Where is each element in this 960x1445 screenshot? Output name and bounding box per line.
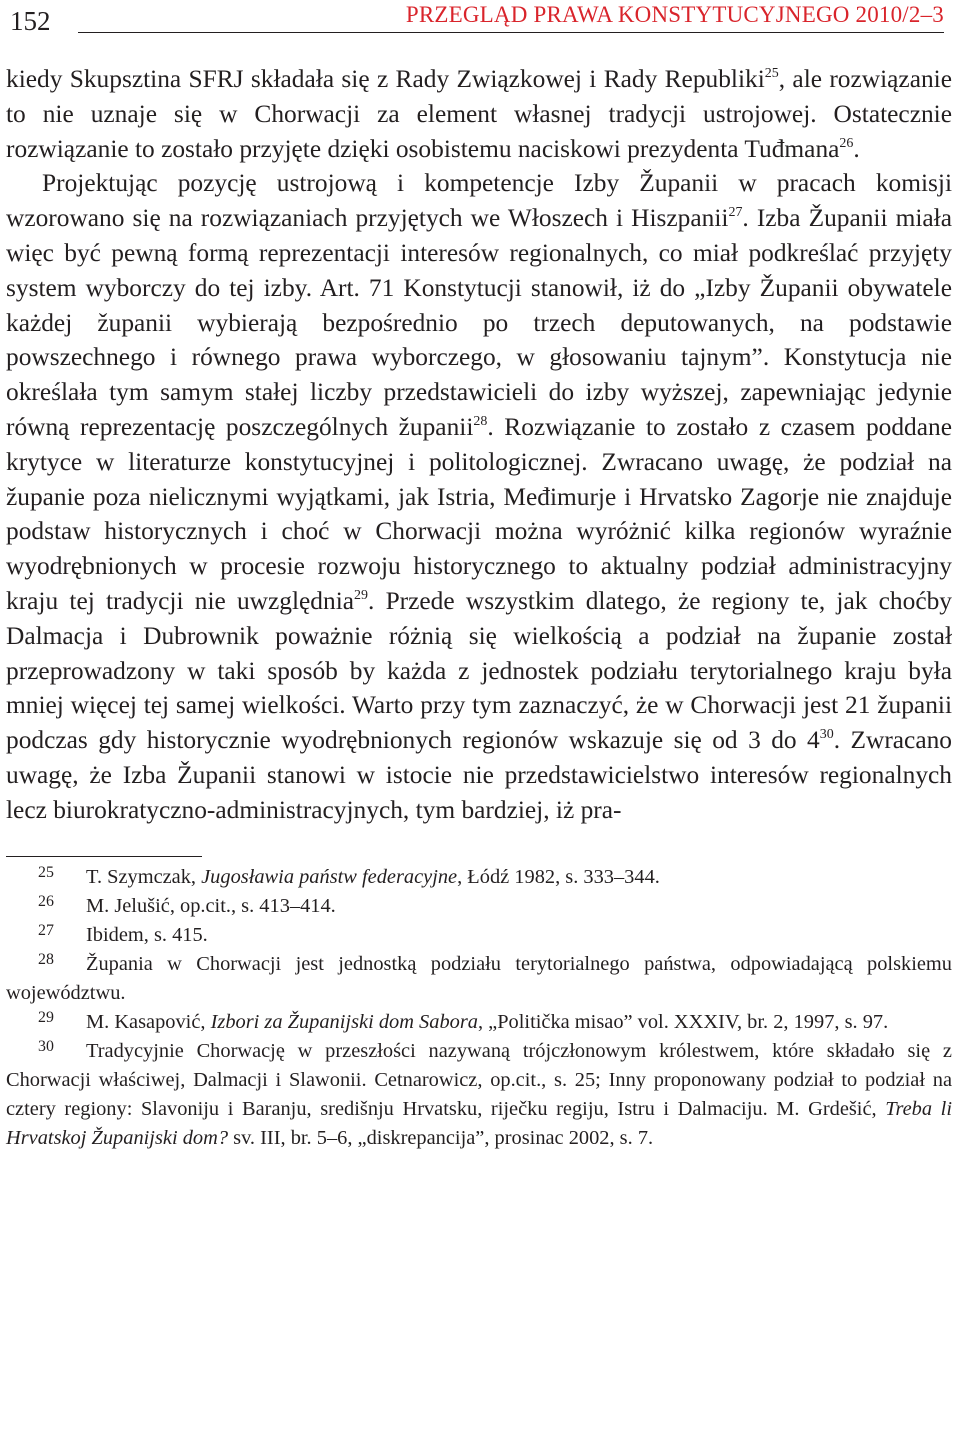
footnote-30: 30 Tradycyjnie Chorwację w przeszłości nazywaną trójczłonowym królestwem, które składało się z Chorwacji właściwej, Dalmacji i Slawonii. Cetnarowicz, op.cit., s. 25; Inny proponowany podział to podział na cztery regiony: Slavoniju i Baranju, središnju Hrvatsku, riječku regiju, Istru i Dalmaciju. M. Grdešić, Treba li Hrvatskoj Županijski dom? sv. III, br. 5–6, „diskrepancija”, prosinac 2002, s. 7. xyxy=(6,1037,953,1149)
text-run: , ale rozwiązanie to nie uznaje się w Chorwacji za element własnej tradycji ustrojowej. Ostatecznie rozwiązanie to zostało przyjęte dzięki osobistemu naciskowi prezydenta Tuđmana xyxy=(6,65,952,163)
footnote-text: Ibidem, s. 415. xyxy=(86,923,208,946)
footnote-text: , „Politička misao” vol. XXXIV, br. 2, 1997, s. 97. xyxy=(477,1010,889,1033)
text-run: . Przede wszystkim dlatego, że regiony te, jak choćby Dalmacja i Dubrownik poważnie różnią się wielkością a podział na županie został przeprowadzony w taki sposób by każda z jednostek podziału terytorialnego kraju była mniej więcej tej samej wielkości. Warto przy tym zaznaczyć, że w Chorwacji jest 21 županii podczas gdy historycznie wyodrębnionych regionów wskazuje się od 3 do 4 xyxy=(6,586,952,755)
footnote-text: M. Kasapović, xyxy=(86,1010,211,1033)
footnote-text: M. Jelušić, op.cit., s. 413–414. xyxy=(86,894,336,917)
footnote-text: sv. III, br. 5–6, „diskrepancija”, prosinac 2002, s. 7. xyxy=(228,1126,654,1149)
header-rule xyxy=(78,32,944,33)
footnote-text: Tradycyjnie Chorwację w przeszłości nazywaną trójczłonowym królestwem, które składało się z Chorwacji właściwej, Dalmacji i Slawonii. Cetnarowicz, op.cit., s. 25; Inny proponowany podział to podział na cztery regiony: Slavoniju i Baranju, središnju Hrvatsku, riječku regiju, Istru i Dalmaciju. M. Grdešić, xyxy=(6,1039,952,1120)
footnote-25: 25 T. Szymczak, Jugosławia państw federacyjne, Łódź 1982, s. 333–344. xyxy=(38,863,660,888)
footnote-26: 26 M. Jelušić, op.cit., s. 413–414. xyxy=(38,892,336,917)
text-run: kiedy Skupsztina SFRJ składała się z Rady Związkowej i Rady Republiki xyxy=(6,65,765,93)
body-text xyxy=(6,62,952,828)
footnote-ref-30[interactable]: 30 xyxy=(819,727,834,743)
footnote-ref-26[interactable]: 26 xyxy=(839,135,854,151)
text-run: . Izba Županii miała więc być pewną formą reprezentacji interesów regionalnych, co miał podkreślać przyjęty system wyborczy do tej izby. Art. 71 Konstytucji stanowił, iż do „Izby Županii obywatele każdej županii wybierają bezpośrednio po trzech deputowanych, na podstawie powszechnego i równego prawa wyborczego, w głosowaniu tajnym”. Konstytucja nie określała tym samym stałej liczby przedstawicieli do izby wyższej, zapewniając jedynie równą reprezentację poszczególnych županii xyxy=(6,204,952,441)
running-title: PRZEGLĄD PRAWA KONSTYTUCYJNEGO 2010/2–3 xyxy=(405,2,944,27)
footnote-italic-title: Izbori za Županijski dom Sabora xyxy=(210,1010,478,1033)
text-run: . xyxy=(853,134,860,163)
footnote-ref-25[interactable]: 25 xyxy=(764,65,779,81)
text-run: . Rozwiązanie to zostało z czasem poddane krytyce w literaturze konstytucyjnej i politologicznej. Zwracano uwagę, że podział na županie poza nielicznymi wyjątkami, jak Istria, Međimurje i Hrvatsko Zagorje nie znajduje podstaw historycznych i choć w Chorwacji można wyróżnić kilka regionów wyraźnie wyodrębnionych w procesie rozwoju historycznego to aktualny podział administracyjny kraju tej tradycji nie uwzględnia xyxy=(6,412,952,615)
footnote-separator xyxy=(6,856,202,857)
footnote-italic-title: Jugosławia państw federacyjne xyxy=(201,865,458,888)
footnote-text: Župania w Chorwacji jest jednostką podziału terytorialnego państwa, odpowiadającą polskiemu województwu. xyxy=(6,952,952,1004)
footnote-29: 29 M. Kasapović, Izbori za Županijski dom Sabora, „Politička misao” vol. XXXIV, br. 2, 1997, s. 97. xyxy=(38,1008,889,1033)
text-run: Projektując pozycję ustrojową i kompetencje Izby Županii w pracach komisji wzorowano się na rozwiązaniach przyjętych we Włoszech i Hiszpanii xyxy=(6,169,952,233)
page-header xyxy=(6,0,952,50)
paragraph-2 xyxy=(6,166,952,827)
page-number: 152 xyxy=(10,6,51,36)
footnote-italic-title: Treba li Hrvatskoj Županijski dom? xyxy=(6,1097,953,1149)
footnote-ref-27[interactable]: 27 xyxy=(728,205,743,221)
footnote-ref-28[interactable]: 28 xyxy=(473,413,488,429)
text-run: . Zwracano uwagę, że Izba Županii stanowi w istocie nie przedstawicielstwo interesów regionalnych lecz biurokratyczno-administracyjnych, tym bardziej, iż pra- xyxy=(6,726,952,824)
footnote-ref-29[interactable]: 29 xyxy=(354,587,368,603)
footnote-27: 27 Ibidem, s. 415. xyxy=(38,921,208,946)
footnote-text: T. Szymczak, xyxy=(86,865,202,888)
paragraph-1 xyxy=(6,62,952,166)
footnote-28: 28 Župania w Chorwacji jest jednostką podziału terytorialnego państwa, odpowiadającą polskiemu województwu. xyxy=(6,950,952,1004)
footnotes xyxy=(6,863,952,1153)
footnote-text: , Łódź 1982, s. 333–344. xyxy=(457,865,660,888)
